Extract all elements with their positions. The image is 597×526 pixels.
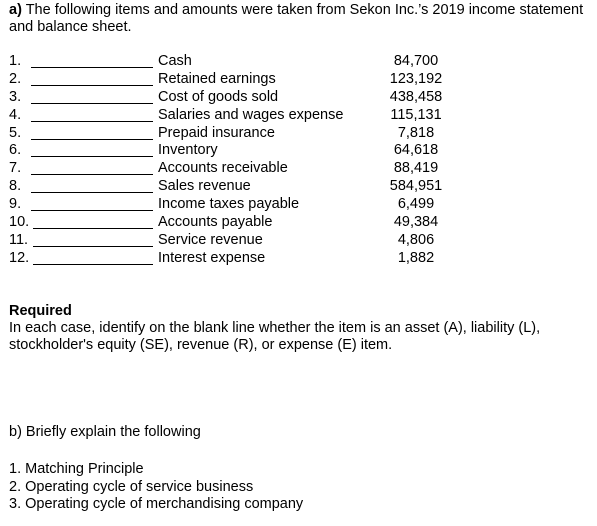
item-number: 11. — [9, 231, 29, 248]
list-item: 1. Matching Principle — [9, 461, 144, 477]
answer-blank[interactable] — [31, 139, 153, 140]
item-number: 6. — [9, 142, 22, 159]
item-amount: 438,458 — [389, 88, 443, 105]
item-name: Salaries and wages expense — [158, 106, 344, 123]
required-section — [9, 303, 594, 354]
item-name: Income taxes payable — [158, 196, 300, 213]
answer-blank[interactable] — [31, 174, 153, 175]
list-item — [9, 71, 449, 89]
answer-blank[interactable] — [33, 264, 153, 265]
part-a-label: a) — [9, 2, 22, 18]
item-amount: 64,618 — [393, 142, 439, 159]
item-name: Interest expense — [158, 249, 266, 266]
item-amount: 1,882 — [397, 249, 435, 266]
answer-blank[interactable] — [31, 121, 153, 122]
item-name: Accounts receivable — [158, 160, 288, 177]
list-item — [9, 89, 449, 107]
item-number: 5. — [9, 124, 22, 141]
item-name: Retained earnings — [158, 70, 276, 87]
item-number: 7. — [9, 160, 22, 177]
part-a-heading — [9, 2, 589, 36]
item-name: Cash — [158, 53, 192, 69]
required-text: In each case, identify on the blank line whether the item is an asset (A), liability (L), stockholder's equity (SE), revenue (R), or expense (E) item. — [9, 320, 541, 353]
item-number: 9. — [9, 196, 22, 213]
answer-blank[interactable] — [31, 192, 153, 193]
part-b-section — [9, 424, 589, 512]
required-title: Required — [9, 303, 72, 319]
item-amount: 88,419 — [393, 160, 439, 177]
list-item — [9, 196, 449, 214]
item-amount: 4,806 — [397, 231, 435, 248]
item-number: 12. — [9, 249, 30, 266]
list-item — [9, 232, 449, 250]
list-item: 2. Operating cycle of service business — [9, 478, 254, 495]
list-item — [9, 125, 449, 143]
items-list — [9, 53, 449, 268]
item-amount: 6,499 — [397, 196, 435, 213]
answer-blank[interactable] — [31, 156, 153, 157]
part-a-intro: The following items and amounts were taken from Sekon Inc.’s 2019 income statement and balance sheet. — [9, 2, 584, 35]
list-item — [9, 160, 449, 178]
answer-blank[interactable] — [33, 246, 153, 247]
item-number: 1. — [9, 53, 22, 69]
answer-blank[interactable] — [31, 67, 153, 68]
item-number: 10. — [9, 214, 30, 231]
list-item — [9, 107, 449, 125]
answer-blank[interactable] — [31, 210, 153, 211]
answer-blank[interactable] — [31, 85, 153, 86]
item-amount: 115,131 — [390, 106, 442, 123]
item-name: Accounts payable — [158, 214, 273, 231]
answer-blank[interactable] — [33, 228, 153, 229]
item-number: 2. — [9, 70, 22, 87]
answer-blank[interactable] — [31, 103, 153, 104]
item-amount: 123,192 — [389, 70, 443, 87]
item-amount: 7,818 — [397, 124, 435, 141]
item-amount: 84,700 — [393, 53, 439, 69]
item-amount: 584,951 — [389, 178, 443, 195]
list-item: 3. Operating cycle of merchandising company — [9, 496, 304, 512]
part-b-list — [9, 461, 509, 514]
item-name: Sales revenue — [158, 178, 251, 195]
list-item — [9, 142, 449, 160]
item-name: Inventory — [158, 142, 218, 159]
item-amount: 49,384 — [393, 214, 439, 231]
item-number: 3. — [9, 88, 22, 105]
item-name: Prepaid insurance — [158, 124, 275, 141]
item-number: 4. — [9, 106, 22, 123]
list-item — [9, 214, 449, 232]
item-name: Service revenue — [158, 231, 263, 248]
list-item — [9, 53, 449, 71]
part-b-heading: b) Briefly explain the following — [9, 424, 201, 440]
list-item — [9, 178, 449, 196]
item-name: Cost of goods sold — [158, 88, 279, 105]
item-number: 8. — [9, 178, 22, 195]
list-item — [9, 250, 449, 268]
